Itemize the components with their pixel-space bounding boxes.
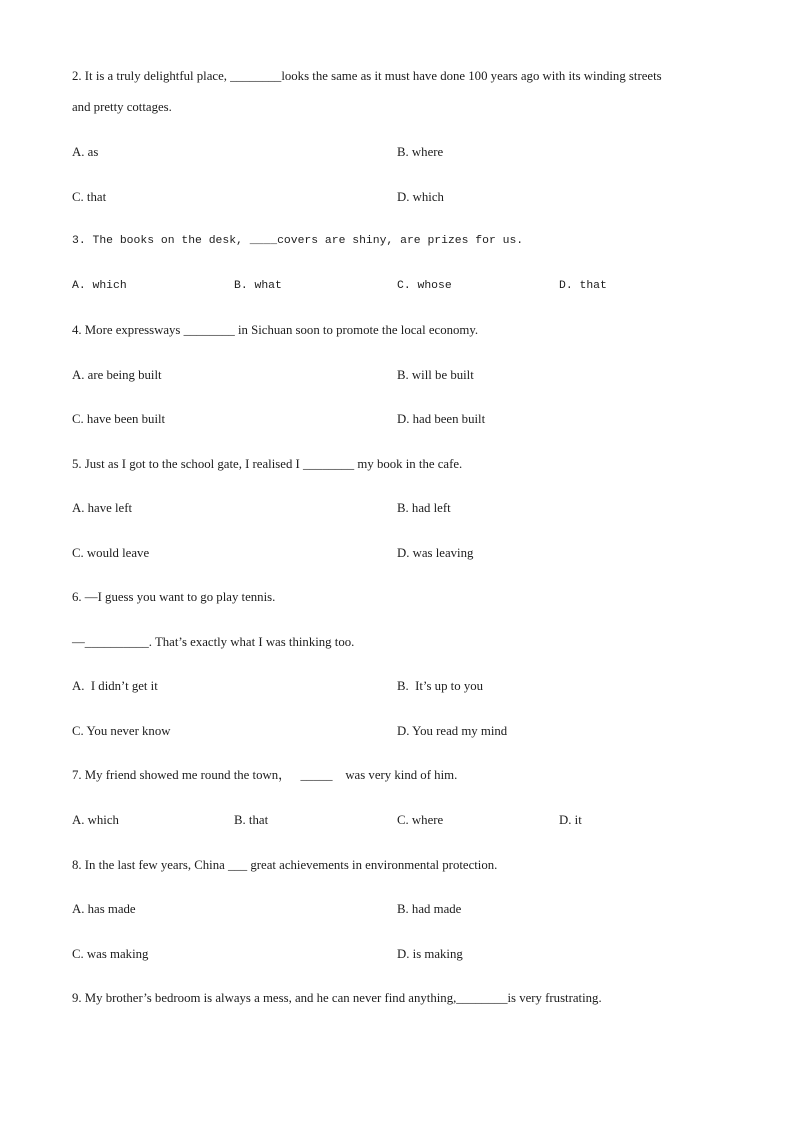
question-text: 4. More expressways ________ in Sichuan soon to promote the local economy. <box>72 323 479 337</box>
option-b: B. had made <box>397 902 462 916</box>
option-a: A. which <box>72 813 119 827</box>
option-b: B. that <box>234 813 269 827</box>
option-c: C. where <box>397 813 444 827</box>
option-b: B. It’s up to you <box>397 679 484 693</box>
question-text: 2. It is a truly delightful place, ________looks the same as it must have done 100 years ago with its winding streets <box>72 69 662 83</box>
question-text: 7. My friend showed me round the town， _____ was very kind of him. <box>72 768 458 782</box>
question-text-continued: and pretty cottages. <box>72 100 172 114</box>
option-a: A. I didn’t get it <box>72 679 158 693</box>
option-d: D. that <box>559 280 607 292</box>
option-c: C. that <box>72 190 107 204</box>
option-c: C. whose <box>397 280 452 292</box>
question-text-response: —__________. That’s exactly what I was thinking too. <box>72 635 355 649</box>
option-a: A. which <box>72 280 127 292</box>
question-text: 6. —I guess you want to go play tennis. <box>72 590 276 604</box>
option-a: A. have left <box>72 501 133 515</box>
option-c: C. was making <box>72 947 149 961</box>
option-d: D. You read my mind <box>397 724 508 738</box>
option-b: B. what <box>234 280 282 292</box>
question-text: 5. Just as I got to the school gate, I realised I ________ my book in the cafe. <box>72 457 463 471</box>
option-b: B. had left <box>397 501 451 515</box>
option-a: A. are being built <box>72 368 162 382</box>
option-c: C. would leave <box>72 546 150 560</box>
option-d: D. is making <box>397 947 463 961</box>
option-b: B. where <box>397 145 444 159</box>
option-d: D. it <box>559 813 582 827</box>
option-d: D. was leaving <box>397 546 474 560</box>
question-text: 9. My brother’s bedroom is always a mess, and he can never find anything,________is very frustrating. <box>72 991 602 1005</box>
option-a: A. as <box>72 145 99 159</box>
question-text: 3. The books on the desk, ____covers are shiny, are prizes for us. <box>72 235 524 247</box>
option-d: D. which <box>397 190 444 204</box>
option-c: C. You never know <box>72 724 171 738</box>
option-d: D. had been built <box>397 412 486 426</box>
option-a: A. has made <box>72 902 136 916</box>
question-text: 8. In the last few years, China ___ great achievements in environmental protection. <box>72 858 498 872</box>
option-b: B. will be built <box>397 368 474 382</box>
option-c: C. have been built <box>72 412 166 426</box>
